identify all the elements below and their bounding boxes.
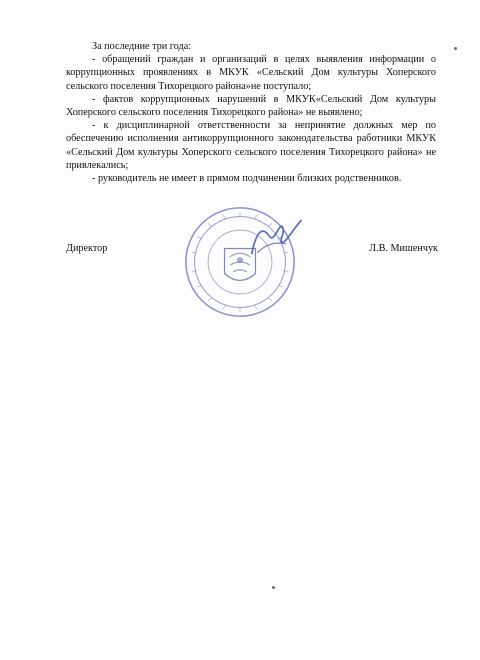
list-item: - обращений граждан и организаций в целях выявления информации о коррупционных проявлениях в МКУК «Сельский Дом культуры Хоперского сельского поселения Тихорецкого района»не поступало; [66, 54, 436, 92]
signature-mark-icon [246, 211, 304, 265]
list-item: - руководитель не имеет в прямом подчинении близких родственников. [92, 173, 402, 185]
document-body [66, 40, 436, 185]
scan-speck [272, 586, 275, 589]
scan-speck [454, 47, 457, 50]
list-item: - к дисциплинарной ответственности за непринятие должных мер по обеспечению исполнения антикоррупционного законодательства работники МКУК «Сельский Дом культуры Хоперского сельского поселения Тихорецкого района» не привлекались; [66, 120, 436, 171]
director-name: Л.В. Мишенчук [369, 243, 438, 254]
list-item: - фактов коррупционных нарушений в МКУК«Сельский Дом культуры Хоперского сельского поселения Тихорецкого района» не выявлено; [66, 93, 436, 119]
director-title: Директор [66, 243, 108, 254]
intro-line: За последние три года: [92, 41, 192, 52]
